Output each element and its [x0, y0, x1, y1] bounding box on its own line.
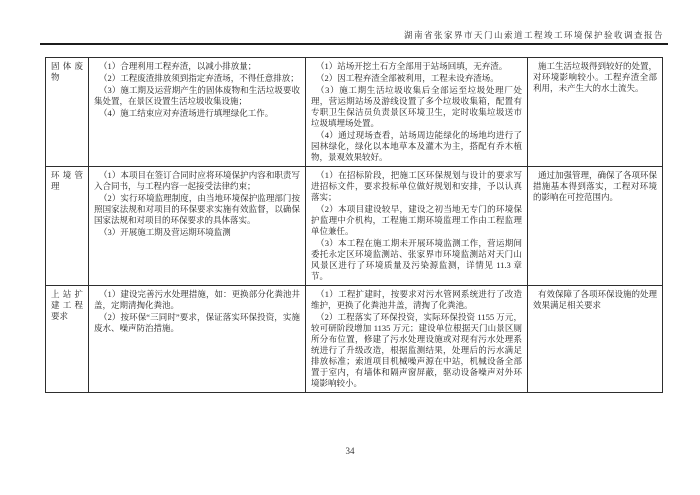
cell-paragraph: （1）站场开挖土石方全部用于站场回填，无弃渣。 — [316, 61, 508, 71]
category-cell: 环境管理 — [46, 167, 89, 286]
cell-paragraph: （1）合理利用工程弃渣，以减小排放量； — [99, 61, 257, 71]
requirements-cell — [89, 58, 306, 167]
requirements-cell — [89, 286, 306, 393]
cell-paragraph: （2）因工程弃渣全部被利用，工程未设弃渣场。 — [316, 73, 499, 83]
conclusion-cell — [528, 167, 663, 286]
cell-paragraph: （1）工程扩建时，按要求对污水管网系统进行了改造维护，更换了化粪池井盖，清掏了化粪池。 — [311, 289, 522, 310]
cell-paragraph: （2）按环保“三同时”要求，保证落实环保投资，实施废水、噪声防治措施。 — [94, 312, 300, 333]
table-row-upper-station-expansion — [46, 286, 663, 393]
cell-paragraph: （3）本工程在施工期未开展环境监测工作，营运期间委托永定区环境监测站、张家界市环境监测站对天门山风景区进行了环境质量及污染源监测，详情见 11.3 章节。 — [311, 238, 522, 281]
requirements-cell — [89, 167, 306, 286]
page-header-title: 湖南省张家界市天门山索道工程竣工环境保护验收调查报告 — [403, 30, 664, 40]
cell-paragraph: （2）工程落实了环保投资，实际环保投资 1155 万元，较可研阶段增加 1135 万元；建设单位根据天门山景区厕所分布位置，修建了污水处理设施或对现有污水处理系统进行了升级改造，根据监测结果，处理后的污水满足排放标准；索道项目机械噪声源在中站，机械设备全部置于室内，有墙体和隔声窗屏蔽，驱动设备噪声对外环境影响较小。 — [311, 312, 522, 388]
cell-paragraph: （1）建设完善污水处理措施，如：更换部分化粪池井盖，定期清掏化粪池。 — [94, 289, 300, 310]
cell-paragraph: （2）实行环境监理制度，由当地环境保护监理部门按照国家法规和对项目的环保要求实施有效监督，以确保国家法规和对项目的环保要求的具体落实。 — [94, 193, 300, 225]
page-number: 34 — [345, 446, 355, 456]
cell-paragraph: （2）工程废渣排放须到指定弃渣场，不得任意排放； — [99, 73, 299, 83]
category-cell: 固体废物 — [46, 58, 89, 167]
cell-paragraph: （3）施工期生活垃圾收集后全部运至垃圾处理厂处理，营运期站场及游线设置了多个垃圾收集箱，配置有专职卫生保洁员负责景区环境卫生，定时收集垃圾送市垃圾填埋场处置。 — [311, 85, 522, 128]
cell-paragraph: （1）本项目在签订合同时应将环境保护内容和职责写入合同书，与工程内容一起接受法律约束； — [94, 170, 300, 191]
conclusion-cell — [528, 58, 663, 167]
cell-paragraph: （2）本项目建设较早，建设之初当地无专门的环境保护监理中介机构，工程施工期环境监理工作由工程监理单位兼任。 — [311, 204, 522, 236]
header-rule — [40, 43, 668, 45]
table-row-solid-waste — [46, 58, 663, 167]
cell-paragraph: 有效保障了各项环保设施的处理效果满足相关要求 — [533, 289, 658, 310]
implementation-cell — [306, 58, 528, 167]
cell-paragraph: 施工生活垃圾得到较好的处置，对环境影响较小。工程弃渣全部利用，未产生大的水土流失。 — [533, 61, 658, 93]
implementation-cell — [306, 286, 528, 393]
category-cell: 上站扩建工程要求 — [46, 286, 89, 393]
cell-paragraph: 通过加强管理，确保了各项环保措施基本得到落实，工程对环境的影响在可控范围内。 — [533, 170, 658, 202]
conclusion-cell — [528, 286, 663, 393]
table-row-env-management — [46, 167, 663, 286]
cell-paragraph: （1）在招标阶段，把施工区环保规划与设计的要求写进招标文件，要求投标单位做好规划和安排，予以认真落实； — [311, 170, 522, 202]
acceptance-table — [45, 57, 663, 393]
cell-paragraph: （3）开展施工期及营运期环境监测 — [99, 227, 231, 237]
cell-paragraph: （4）施工结束应对弃渣场进行填埋绿化工作。 — [99, 108, 274, 118]
implementation-cell — [306, 167, 528, 286]
cell-paragraph: （4）通过现场查看，站场周边能绿化的场地均进行了园林绿化，绿化以本地草本及灌木为主，搭配有乔木植物，景观效果较好。 — [311, 130, 522, 162]
cell-paragraph: （3）施工期及运营期产生的固体废物和生活垃圾要收集处置，在景区设置生活垃圾收集设施； — [94, 85, 300, 106]
